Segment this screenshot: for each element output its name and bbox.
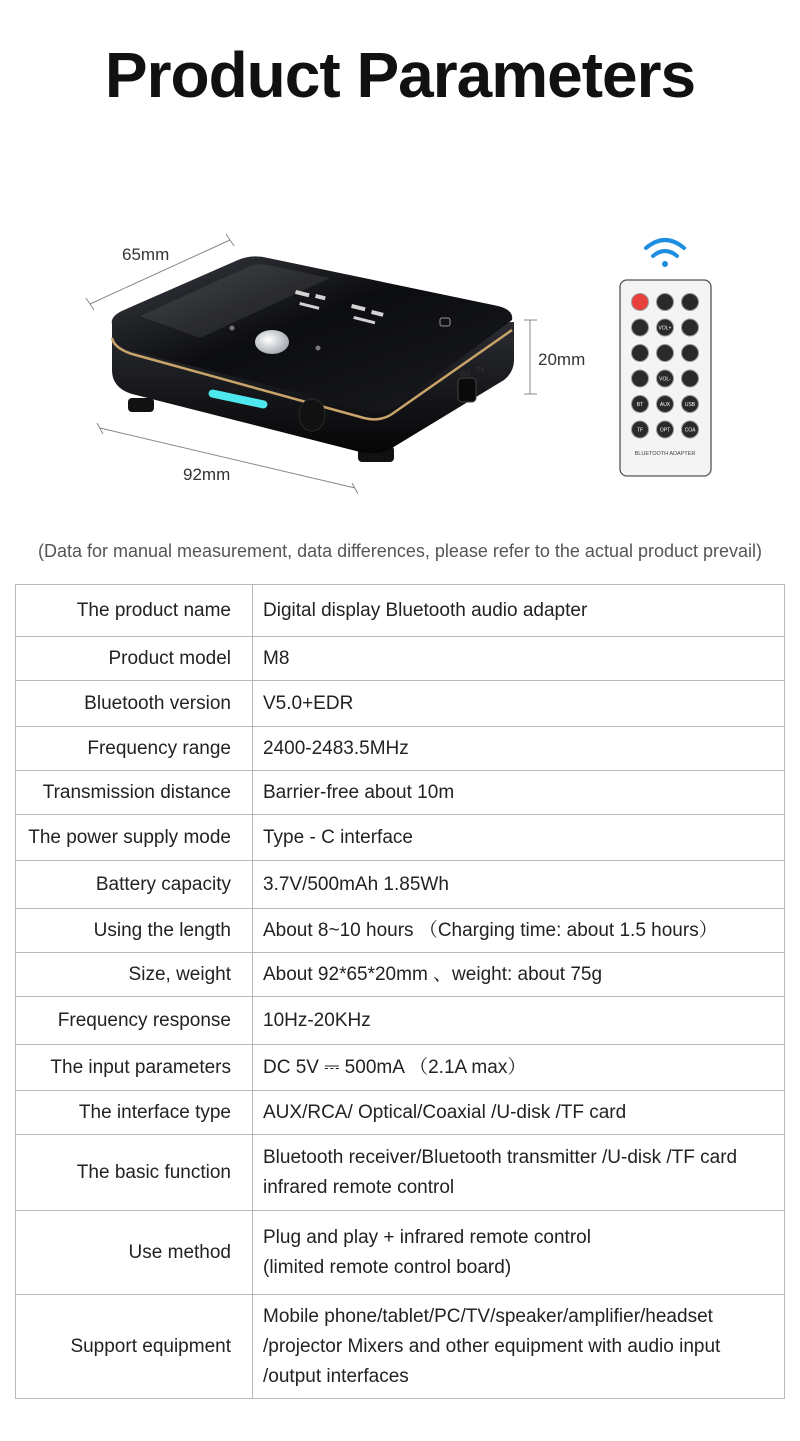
spec-value: 10Hz-20KHz xyxy=(253,997,785,1045)
spec-value: 3.7V/500mAh 1.85Wh xyxy=(253,861,785,909)
spec-value-line: /projector Mixers and other equipment with audio input xyxy=(263,1335,721,1357)
spec-value-line: /output interfaces xyxy=(263,1365,409,1387)
spec-value: Type - C interface xyxy=(253,815,785,861)
dimension-height-label: 20mm xyxy=(538,350,586,369)
spec-key: The input parameters xyxy=(16,1045,253,1091)
spec-row xyxy=(16,1211,785,1295)
switch-label-tx: TX xyxy=(476,367,485,374)
spec-row xyxy=(16,1045,785,1091)
spec-row xyxy=(16,953,785,997)
remote-button-label: BT xyxy=(636,401,644,408)
remote-button-label: VOL- xyxy=(659,376,671,383)
spec-value-line: Plug and play + infrared remote control xyxy=(263,1226,591,1248)
spec-key: Frequency range xyxy=(16,727,253,771)
spec-value: 2400-2483.5MHz xyxy=(253,727,785,771)
spec-row xyxy=(16,909,785,953)
spec-key: Bluetooth version xyxy=(16,681,253,727)
spec-key: The basic function xyxy=(16,1135,253,1211)
remote-button-label: USB xyxy=(684,401,696,408)
measurement-note: (Data for manual measurement, data differences, please refer to the actual product prevail) xyxy=(37,541,763,561)
remote-button xyxy=(632,345,649,362)
spec-row xyxy=(16,1091,785,1135)
spec-row xyxy=(16,997,785,1045)
device-illustration xyxy=(0,220,800,510)
spec-row xyxy=(16,727,785,771)
spec-value: About 92*65*20mm 、weight: about 75g xyxy=(253,953,785,997)
spec-key: Product model xyxy=(16,637,253,681)
spec-value xyxy=(253,1295,785,1399)
remote-button-label: OPT xyxy=(659,427,671,434)
page-title: Product Parameters xyxy=(104,39,696,111)
remote-button xyxy=(682,345,699,362)
spec-table xyxy=(15,584,785,1399)
spec-value-line: Mobile phone/tablet/PC/TV/speaker/amplifier/headset xyxy=(263,1305,713,1327)
remote-button xyxy=(657,345,674,362)
spec-row xyxy=(16,585,785,637)
spec-value: About 8~10 hours （Charging time: about 1.5 hours） xyxy=(253,909,785,953)
remote-button-label: AUX xyxy=(659,401,671,408)
remote-button xyxy=(632,319,649,336)
spec-row xyxy=(16,1135,785,1211)
remote-button xyxy=(682,319,699,336)
spec-value: Digital display Bluetooth audio adapter xyxy=(253,585,785,637)
remote-button xyxy=(682,294,699,311)
spec-value-line: infrared remote control xyxy=(263,1176,455,1198)
spec-key: Using the length xyxy=(16,909,253,953)
switch-label-rx: RX xyxy=(461,371,471,378)
spec-value xyxy=(253,1135,785,1211)
spec-key: Size, weight xyxy=(16,953,253,997)
remote-button xyxy=(682,370,699,387)
spec-row xyxy=(16,771,785,815)
spec-value-line: (limited remote control board) xyxy=(263,1256,512,1278)
dimension-width-label: 92mm xyxy=(183,465,231,484)
spec-key: The power supply mode xyxy=(16,815,253,861)
spec-row xyxy=(16,861,785,909)
spec-value-line: Bluetooth receiver/Bluetooth transmitter /U-disk /TF card xyxy=(263,1146,738,1168)
spec-value: V5.0+EDR xyxy=(253,681,785,727)
spec-key: Support equipment xyxy=(16,1295,253,1399)
spec-key: Use method xyxy=(16,1211,253,1295)
spec-key: The interface type xyxy=(16,1091,253,1135)
spec-row xyxy=(16,637,785,681)
remote-button xyxy=(632,370,649,387)
spec-value: AUX/RCA/ Optical/Coaxial /U-disk /TF card xyxy=(253,1091,785,1135)
remote-button xyxy=(632,294,649,311)
product-figure xyxy=(0,220,800,510)
spec-value: Barrier-free about 10m xyxy=(253,771,785,815)
spec-key: Frequency response xyxy=(16,997,253,1045)
wireless-signal-icon xyxy=(646,240,684,267)
spec-row xyxy=(16,815,785,861)
spec-row xyxy=(16,1295,785,1399)
spec-value: DC 5V ⎓ 500mA （2.1A max） xyxy=(253,1045,785,1091)
spec-key: The product name xyxy=(16,585,253,637)
remote-button-label: TF xyxy=(636,427,644,434)
volume-knob xyxy=(255,330,289,354)
spec-key: Battery capacity xyxy=(16,861,253,909)
remote-button xyxy=(657,294,674,311)
spec-key: Transmission distance xyxy=(16,771,253,815)
spec-value: M8 xyxy=(253,637,785,681)
remote-button-label: COA xyxy=(684,427,696,434)
remote-button-label: VOL+ xyxy=(658,325,672,332)
dimension-depth-label: 65mm xyxy=(122,245,170,264)
remote-label: BLUETOOTH ADAPTER xyxy=(634,451,696,457)
spec-value xyxy=(253,1211,785,1295)
spec-row xyxy=(16,681,785,727)
